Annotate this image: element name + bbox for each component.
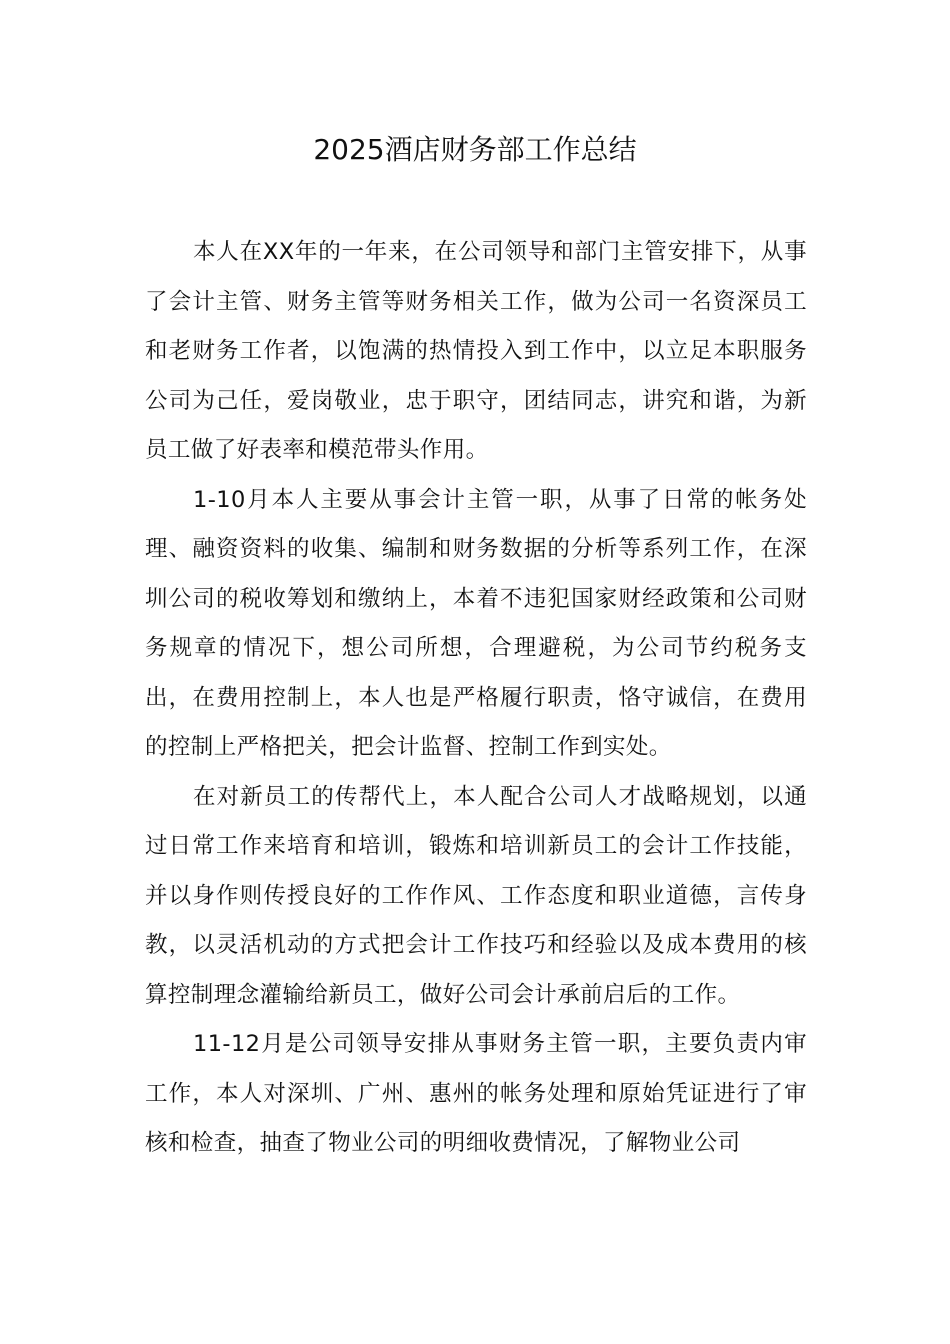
paragraph-4: 11-12月是公司领导安排从事财务主管一职，主要负责内审工作，本人对深圳、广州、惠州的帐务处理和原始凭证进行了审核和检查，抽查了物业公司的明细收费情况，了解物业公司 (145, 1031, 807, 1156)
paragraph-3: 在对新员工的传帮代上，本人配合公司人才战略规划，以通过日常工作来培育和培训，锻炼和培训新员工的会计工作技能，并以身作则传授良好的工作作风、工作态度和职业道德，言传身教，以灵活机动的方式把会计工作技巧和经验以及成本费用的核算控制理念灌输给新员工，做好公司会计承前启后的工作。 (145, 783, 807, 1008)
paragraph-2: 1-10月本人主要从事会计主管一职，从事了日常的帐务处理、融资资料的收集、编制和财务数据的分析等系列工作，在深圳公司的税收筹划和缴纳上，本着不违犯国家财经政策和公司财务规章的情况下，想公司所想，合理避税，为公司节约税务支出，在费用控制上，本人也是严格履行职责，恪守诚信，在费用的控制上严格把关，把会计监督、控制工作到实处。 (145, 486, 807, 760)
document-title: 2025酒店财务部工作总结 (313, 133, 637, 166)
document-body (145, 228, 807, 1169)
paragraph-1: 本人在XX年的一年来，在公司领导和部门主管安排下，从事了会计主管、财务主管等财务相关工作，做为公司一名资深员工和老财务工作者，以饱满的热情投入到工作中，以立足本职服务公司为己任，爱岗敬业，忠于职守，团结同志，讲究和谐，为新员工做了好表率和模范带头作用。 (145, 239, 807, 463)
